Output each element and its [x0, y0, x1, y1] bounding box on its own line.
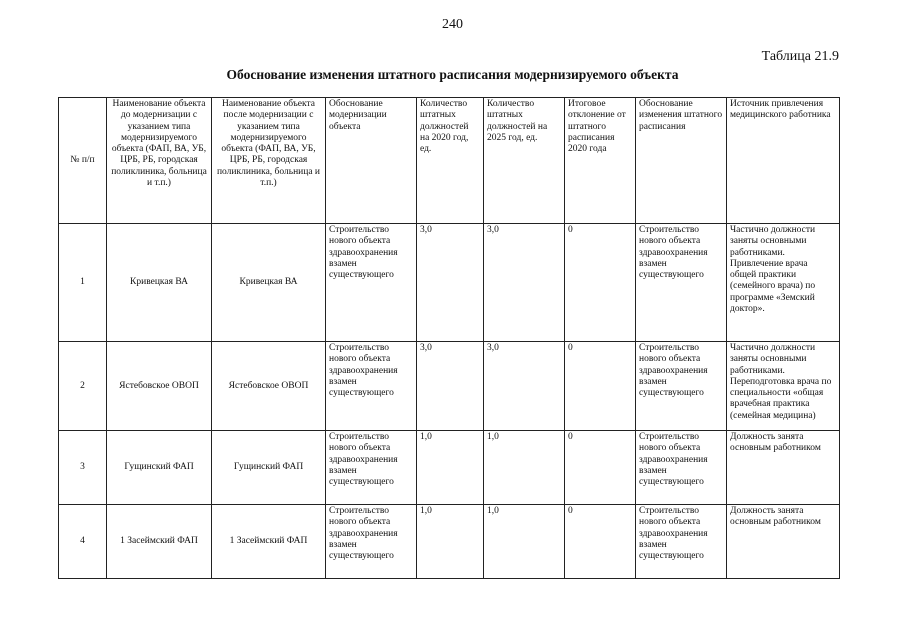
table-label: Таблица 21.9: [761, 49, 839, 64]
table-row: [59, 505, 840, 579]
object-after: Кривецкая ВА: [212, 224, 326, 342]
page-number: 240: [442, 17, 463, 32]
row-num: 1: [59, 224, 107, 342]
staff-2025: 1,0: [484, 505, 565, 579]
change-reason: Строительство нового объекта здравоохранения взамен существующего: [636, 342, 727, 431]
staff-2025: 1,0: [484, 431, 565, 505]
staff-2020: 3,0: [417, 224, 484, 342]
header-row: [59, 98, 840, 224]
object-before: Кривецкая ВА: [107, 224, 212, 342]
staffing-table: [58, 97, 840, 579]
header-deviation: Итоговое отклонение от штатного расписания 2020 года: [565, 98, 636, 224]
staff-2025: 3,0: [484, 224, 565, 342]
deviation: 0: [565, 342, 636, 431]
change-reason: Строительство нового объекта здравоохранения взамен существующего: [636, 431, 727, 505]
header-object-before: Наименование объекта до модернизации с указанием типа модернизируемого объекта (ФАП, ВА, УБ, ЦРБ, РБ, городская поликлиника, больница и т.п.): [107, 98, 212, 224]
staff-2020: 1,0: [417, 431, 484, 505]
deviation: 0: [565, 431, 636, 505]
row-num: 2: [59, 342, 107, 431]
staff-2025: 3,0: [484, 342, 565, 431]
staff-2020: 3,0: [417, 342, 484, 431]
staff-source: Должность занята основным работником: [727, 505, 840, 579]
change-reason: Строительство нового объекта здравоохранения взамен существующего: [636, 505, 727, 579]
staff-2020: 1,0: [417, 505, 484, 579]
header-change-reason: Обоснование изменения штатного расписания: [636, 98, 727, 224]
header-staff-2025: Количество штатных должностей на 2025 год, ед.: [484, 98, 565, 224]
object-before: 1 Засеймский ФАП: [107, 505, 212, 579]
object-after: 1 Засеймский ФАП: [212, 505, 326, 579]
object-after: Гущинский ФАП: [212, 431, 326, 505]
staff-source: Должность занята основным работником: [727, 431, 840, 505]
staff-source: Частично должности заняты основными работниками. Переподготовка врача по специальности «общая врачебная практика (семейная медицина): [727, 342, 840, 431]
header-source: Источник привлечения медицинского работника: [727, 98, 840, 224]
object-before: Ястебовское ОВОП: [107, 342, 212, 431]
table-row: [59, 431, 840, 505]
header-num: № п/п: [59, 98, 107, 224]
object-before: Гущинский ФАП: [107, 431, 212, 505]
staff-source: Частично должности заняты основными работниками. Привлечение врача общей практики (семейного врача) по программе «Земский доктор».: [727, 224, 840, 342]
deviation: 0: [565, 505, 636, 579]
header-object-after: Наименование объекта после модернизации с указанием типа модернизируемого объекта (ФАП, ВА, УБ, ЦРБ, РБ, городская поликлиника, больница и т.п.): [212, 98, 326, 224]
change-reason: Строительство нового объекта здравоохранения взамен существующего: [636, 224, 727, 342]
header-staff-2020: Количество штатных должностей на 2020 год, ед.: [417, 98, 484, 224]
header-modernization-reason: Обоснование модернизации объекта: [326, 98, 417, 224]
modernization-reason: Строительство нового объекта здравоохранения взамен существующего: [326, 224, 417, 342]
object-after: Ястебовское ОВОП: [212, 342, 326, 431]
document-title: Обоснование изменения штатного расписания модернизируемого объекта: [226, 67, 679, 82]
modernization-reason: Строительство нового объекта здравоохранения взамен существующего: [326, 505, 417, 579]
modernization-reason: Строительство нового объекта здравоохранения взамен существующего: [326, 431, 417, 505]
table-row: [59, 224, 840, 342]
table-row: [59, 342, 840, 431]
modernization-reason: Строительство нового объекта здравоохранения взамен существующего: [326, 342, 417, 431]
row-num: 3: [59, 431, 107, 505]
row-num: 4: [59, 505, 107, 579]
deviation: 0: [565, 224, 636, 342]
